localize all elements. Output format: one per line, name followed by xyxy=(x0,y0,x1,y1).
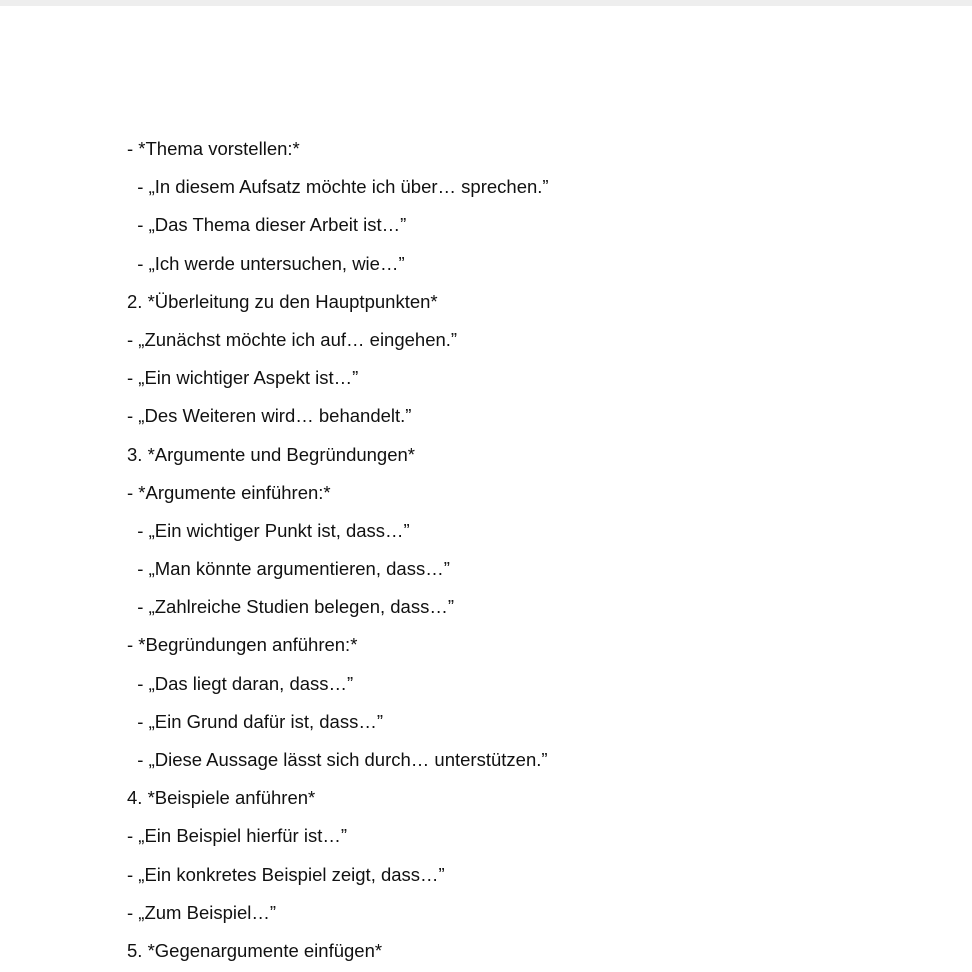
text-line: - „Zum Beispiel…” xyxy=(127,901,277,923)
text-line: - „Ein wichtiger Punkt ist, dass…” xyxy=(127,519,410,541)
text-line: - „Das Thema dieser Arbeit ist…” xyxy=(127,214,407,236)
text-line: - „Diese Aussage lässt sich durch… unterstützen.” xyxy=(127,749,548,770)
text-line: - „Man könnte argumentieren, dass…” xyxy=(127,558,450,580)
text-line: - *Thema vorstellen:* xyxy=(127,138,300,159)
text-line: - „Des Weiteren wird… behandelt.” xyxy=(127,405,412,427)
text-line: - „Zahlreiche Studien belegen, dass…” xyxy=(127,596,455,618)
text-line: - „Ein wichtiger Aspekt ist…” xyxy=(127,367,359,389)
text-line: - „Zunächst möchte ich auf… eingehen.” xyxy=(127,328,458,350)
text-line: - *Argumente einführen:* xyxy=(127,481,331,503)
text-line: 2. *Überleitung zu den Hauptpunkten* xyxy=(127,290,438,312)
text-line: - „Ein konkretes Beispiel zeigt, dass…” xyxy=(127,863,445,885)
document-text xyxy=(127,136,549,972)
text-line: - „Ein Beispiel hierfür ist…” xyxy=(127,825,348,847)
text-line: - „In diesem Aufsatz möchte ich über… sprechen.” xyxy=(127,176,549,198)
text-line: - „Ein Grund dafür ist, dass…” xyxy=(127,710,384,732)
text-line: 4. *Beispiele anführen* xyxy=(127,787,316,809)
text-line: - „Ich werde untersuchen, wie…” xyxy=(127,252,405,274)
text-line: - *Begründungen anführen:* xyxy=(127,634,358,656)
text-line: 5. *Gegenargumente einfügen* xyxy=(127,939,383,961)
text-line: 3. *Argumente und Begründungen* xyxy=(127,443,415,465)
text-line: - „Das liegt daran, dass…” xyxy=(127,672,354,694)
document-page[interactable] xyxy=(0,6,972,972)
